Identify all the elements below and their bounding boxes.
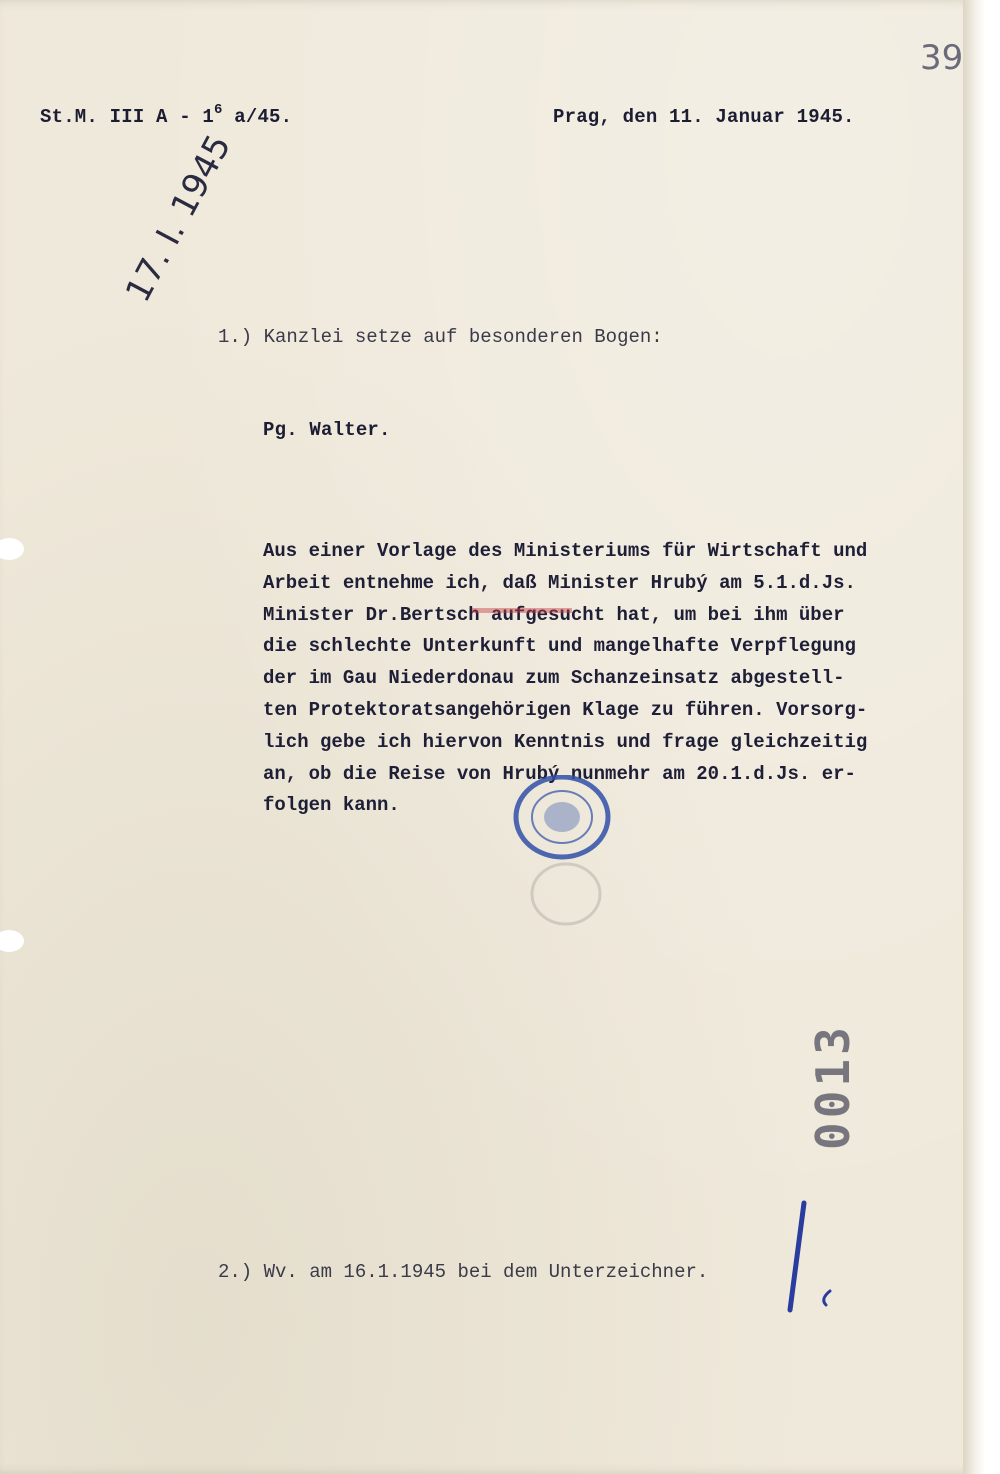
received-date-annotation: 17. I. 1945 [118, 128, 240, 309]
official-seal-icon [512, 775, 616, 865]
faint-seal-icon [528, 858, 608, 930]
body-line: ten Protektoratsangehörigen Klage zu führen. Vorsorg- [263, 698, 868, 721]
body-line: an, ob die Reise von Hrubý nunmehr am 20.1.d.Js. er- [263, 762, 856, 785]
body-line: der im Gau Niederdonau zum Schanzeinsatz abgestell- [263, 667, 845, 690]
body-line: folgen kann. [263, 794, 400, 817]
red-stamp-mark [472, 608, 572, 613]
instruction-item-2: 2.) Wv. am 16.1.1945 bei dem Unterzeichner. [218, 1261, 709, 1283]
addressee: Pg. Walter. [263, 419, 391, 441]
body-line: Arbeit entnehme ich, daß Minister Hrubý am 5.1.d.Js. [263, 571, 856, 594]
reference-number: St.M. III A - $1^6$ a/45. [40, 102, 293, 128]
blue-pencil-mark-icon [772, 1195, 842, 1325]
instruction-item-1: 1.) Kanzlei setze auf besonderen Bogen: [218, 326, 663, 348]
page-number: 39 [920, 38, 964, 78]
body-line: Aus einer Vorlage des Ministeriums für Wirtschaft und [263, 540, 868, 562]
body-line: lich gebe ich hiervon Kenntnis und frage gleichzeitig [263, 730, 868, 753]
punch-hole [0, 538, 24, 560]
body-line: Minister Dr.Bertsch aufgesucht hat, um bei ihm über [263, 603, 845, 626]
body-line: die schlechte Unterkunft und mangelhafte Verpflegung [263, 635, 856, 658]
archive-stamp-number: 0013 [806, 1023, 860, 1150]
place-date: Prag, den 11. Januar 1945. [553, 106, 855, 128]
page-edge [963, 0, 985, 1474]
punch-hole [0, 930, 24, 952]
